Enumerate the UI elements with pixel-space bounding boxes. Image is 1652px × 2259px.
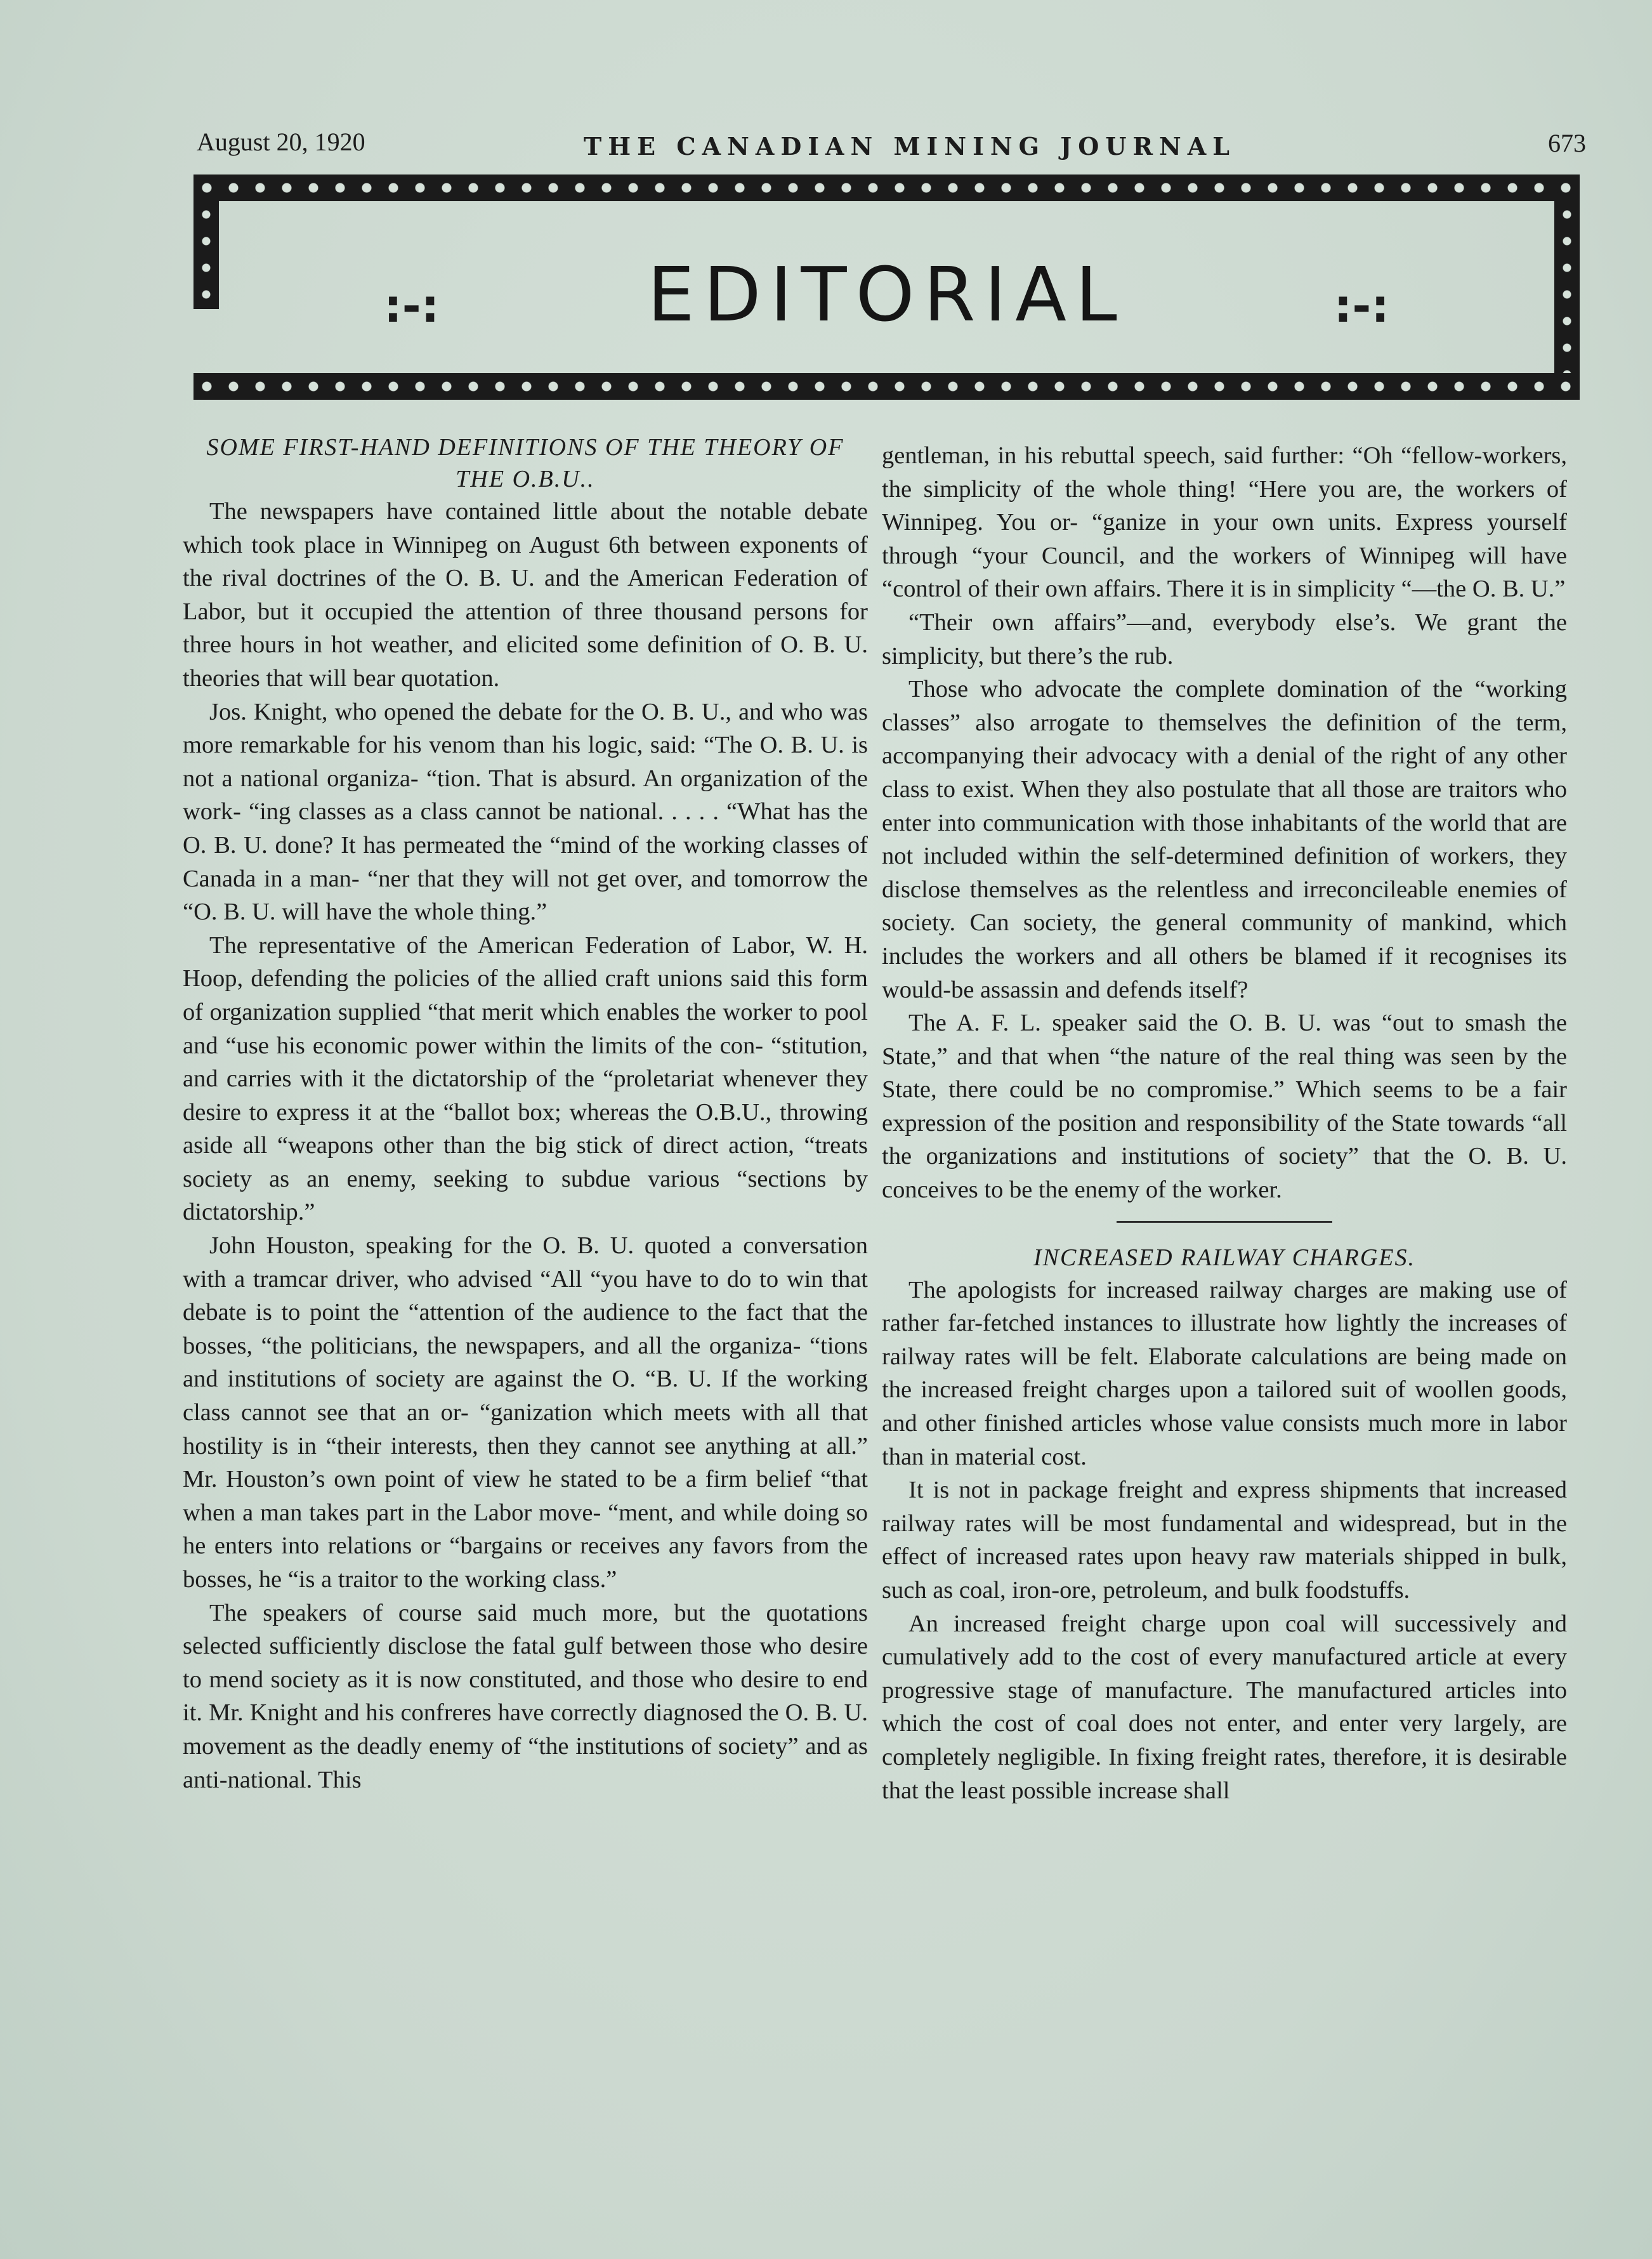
article-paragraph: The speakers of course said much more, but the quotations selected sufficiently disclose the fatal gulf between those who desire to mend society as it is now constituted, and those who desire to end it. Mr. Knight and his confreres have correctly diagnosed the O. B. U. movement as the deadly enemy of “the institutions of society” and as anti-national. This	[183, 1599, 868, 1793]
right-column	[882, 439, 1567, 1807]
article-paragraph: Those who advocate the complete domination of the “working classes” also arrogate to themselves the definition of the term, accompanying their advocacy with a denial of the right of any other class to exist. When they also postulate that all those are traitors who enter into communication with those inhabitants of the world that are not included within the self-determined definition of workers, they disclose themselves as the relentless and irreconcileable enemies of society. Can society, the general community of mankind, which includes the workers and all others be blamed if it recognises its would-be assassin and defends itself?	[882, 676, 1567, 1003]
article-paragraph: An increased freight charge upon coal will successively and cumulatively add to the cost of every manufactured article at every progressive stage of manufacture. The manufactured articles into which the cost of coal does not enter, and enter very largely, are completely negligible. In fixing freight rates, therefore, it is desirable that the least possible increase shall	[882, 1610, 1567, 1804]
article-heading: SOME FIRST-HAND DEFINITIONS OF THE THEORY OF THE O.B.U..	[206, 434, 844, 492]
ornament-right: :-:	[1334, 279, 1389, 333]
article-paragraph: John Houston, speaking for the O. B. U. quoted a conversation with a tramcar driver, who advised “All “you have to do to win that debate is to point the “attention of the audience to the fact that the bosses, “the politicians, the newspapers, and all the organiza- “tions and institutions of society are against the O. “B. U. If the working class cannot see that an or- “ganization which meets with all that hostility is in “their interests, then they cannot see anything at all.” Mr. Houston’s own point of view he stated to be a firm belief “that when a man takes part in the Labor move- “ment, and while doing so he enters into relations or “bargains or receives any favors from the bosses, he “is a traitor to the working class.”	[183, 1232, 868, 1593]
article-paragraph: It is not in package freight and express shipments that increased railway rates will be most fundamental and widespread, but in the effect of increased rates upon heavy raw materials shipped in bulk, such as coal, iron-ore, petroleum, and bulk foodstuffs.	[882, 1477, 1567, 1604]
article-paragraph: The newspapers have contained little about the notable debate which took place in Winnipeg on August 6th between exponents of the rival doctrines of the O. B. U. and the American Federation of Labor, but it occupied the attention of three thousand persons for three hours in hot weather, and elicited some definition of O. B. U. theories that will bear quotation.	[183, 498, 868, 692]
ornamental-border-top	[193, 175, 1580, 201]
ornamental-border-bottom	[193, 373, 1580, 400]
ornament-left: :-:	[384, 279, 440, 333]
article-paragraph: The representative of the American Federation of Labor, W. H. Hoop, defending the policies of the allied craft unions said this form of organization supplied “that merit which enables the worker to pool and “use his economic power within the limits of the con- “stitution, and carries with it the dictatorship of the “proletariat whenever they desire to express it at the “ballot box; whereas the O.B.U., throwing aside all “weapons other than the big stick of direct action, “treats society as an enemy, seeking to subdue various “sections by dictatorship.”	[183, 932, 868, 1226]
article-paragraph: The A. F. L. speaker said the O. B. U. was “out to smash the State,” and that when “the nature of the real thing was seen by the State, there could be no compromise.” Which seems to be a fair expression of the position and responsibility of the State towards “all the organizations and institutions of society” that the O. B. U. conceives to be the enemy of the worker.	[882, 1010, 1567, 1204]
issue-date: August 20, 1920	[197, 128, 365, 156]
section-title: EDITORIAL	[647, 251, 1126, 338]
article-continuation: gentleman, in his rebuttal speech, said further: “Oh “fellow-workers, the simplicity of the whole thing! “Here you are, the workers of Winnipeg. You or- “ganize in your own units. Express yourself through “your Council, and the workers of Winnipeg will have “control of their own affairs. There it is in simplicity “—the O. B. U.”	[882, 442, 1567, 603]
article-paragraph: Jos. Knight, who opened the debate for the O. B. U., and who was more remarkable for his venom than his logic, said: “The O. B. U. is not a national organiza- “tion. That is absurd. An organization of the work- “ing classes as a class cannot be national. . . . . “What has the O. B. U. done? It has permeated the “mind of the working classes of Canada in a man- “ner that they will not get over, and tomorrow the “O. B. U. will have the whole thing.”	[183, 698, 868, 926]
left-column	[183, 431, 868, 1796]
section-divider	[1117, 1221, 1332, 1223]
article-paragraph: “Their own affairs”—and, everybody else’s. We grant the simplicity, but there’s the rub.	[882, 609, 1567, 669]
running-head	[197, 127, 1586, 171]
journal-title: THE CANADIAN MINING JOURNAL	[584, 132, 1236, 161]
article-heading: INCREASED RAILWAY CHARGES.	[1033, 1244, 1416, 1271]
page-number: 673	[1548, 129, 1586, 157]
editorial-banner	[193, 175, 1580, 400]
article-paragraph: The apologists for increased railway charges are making use of rather far-fetched instances to illustrate how lightly the increases of railway rates will be felt. Elaborate calculations are being made on the increased freight charges upon a tailored suit of woollen goods, and other finished articles whose value consists much more in labor than in material cost.	[882, 1276, 1567, 1470]
